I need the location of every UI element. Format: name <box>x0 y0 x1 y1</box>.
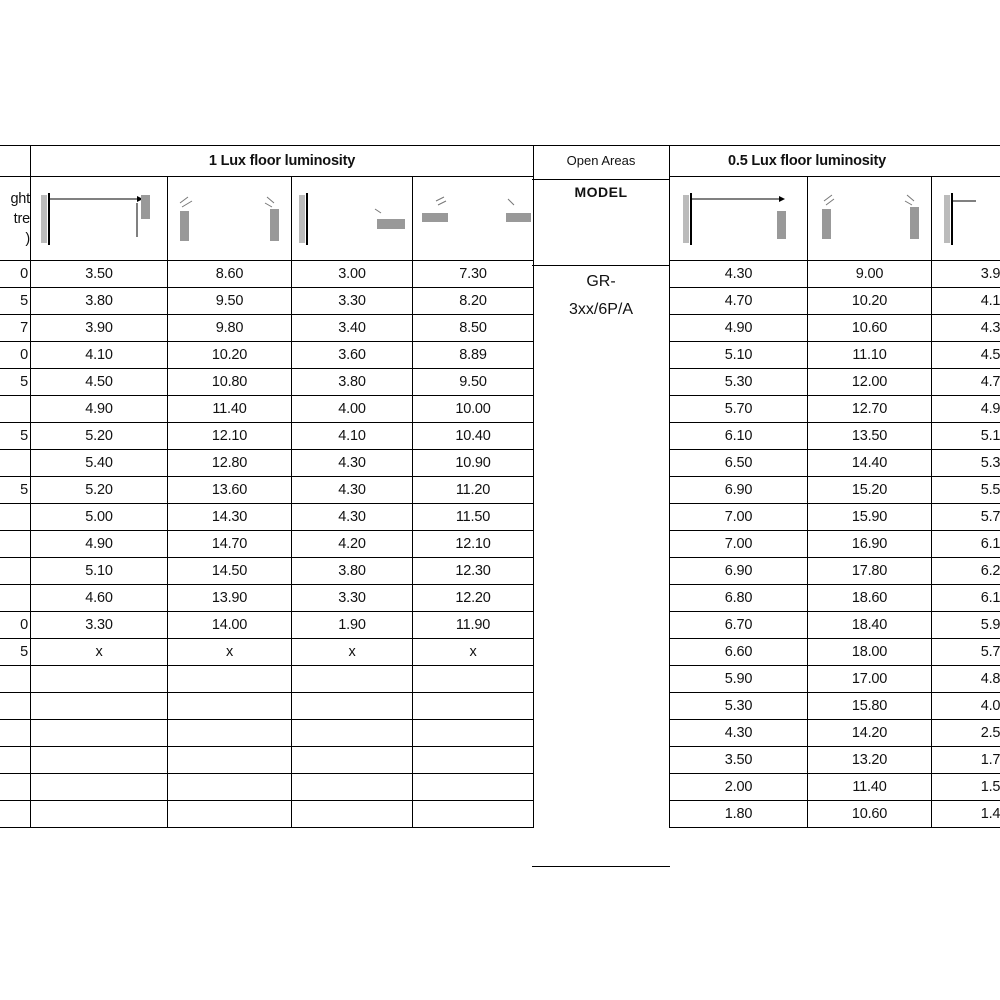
table-row <box>0 261 534 288</box>
value-cell: x <box>292 639 413 666</box>
table-row <box>0 774 534 801</box>
height-cell: 0 <box>0 261 31 288</box>
table-row <box>670 693 1000 720</box>
value-cell: 10.60 <box>808 801 932 828</box>
value-cell <box>413 693 534 720</box>
height-cell <box>0 585 31 612</box>
value-cell <box>292 720 413 747</box>
model-code: GR- 3xx/6P/A <box>568 273 634 318</box>
table-row <box>670 504 1000 531</box>
value-cell: 11.50 <box>413 504 534 531</box>
value-cell: 6.50 <box>670 450 808 477</box>
value-cell: 11.20 <box>413 477 534 504</box>
value-cell: 4.90 <box>31 396 168 423</box>
value-cell <box>292 666 413 693</box>
value-cell: 13.50 <box>808 423 932 450</box>
wall-mount-floor-fixture-icon <box>292 177 413 261</box>
value-cell: 5.30 <box>670 369 808 396</box>
height-cell <box>0 450 31 477</box>
value-cell: 8.60 <box>168 261 292 288</box>
table-row <box>670 396 1000 423</box>
value-cell: 1.90 <box>292 612 413 639</box>
value-cell: 10.00 <box>413 396 534 423</box>
value-cell: 3.50 <box>670 747 808 774</box>
height-cell <box>0 531 31 558</box>
ceiling-floor-fixture-icon <box>413 177 534 261</box>
table-row <box>0 288 534 315</box>
value-cell: 17.00 <box>808 666 932 693</box>
value-cell: 3.40 <box>292 315 413 342</box>
table-row <box>670 423 1000 450</box>
wall-mount-horizontal-distance-icon <box>670 177 808 261</box>
value-cell: 6.90 <box>670 477 808 504</box>
value-cell: 13.60 <box>168 477 292 504</box>
model-column <box>532 145 670 867</box>
value-cell: 10.20 <box>168 342 292 369</box>
table-row <box>0 369 534 396</box>
table-row <box>670 288 1000 315</box>
value-cell: 6.90 <box>670 558 808 585</box>
value-cell: 5.1 <box>932 423 1000 450</box>
table-row <box>0 423 534 450</box>
height-cell: 5 <box>0 639 31 666</box>
value-cell: 4.10 <box>292 423 413 450</box>
value-cell: 4.30 <box>292 504 413 531</box>
height-cell: 0 <box>0 342 31 369</box>
value-cell <box>413 747 534 774</box>
value-cell: 6.1 <box>932 531 1000 558</box>
value-cell <box>168 720 292 747</box>
value-cell: 6.2 <box>932 558 1000 585</box>
value-cell: 5.00 <box>31 504 168 531</box>
one-lux-title: 1 Lux floor luminosity <box>31 146 534 177</box>
table-row <box>670 369 1000 396</box>
half-lux-title: 0.5 Lux floor luminosity <box>670 146 1000 177</box>
value-cell: 14.20 <box>808 720 932 747</box>
value-cell: 15.80 <box>808 693 932 720</box>
open-areas-label: Open Areas <box>532 146 670 180</box>
value-cell: 12.00 <box>808 369 932 396</box>
height-cell: 5 <box>0 477 31 504</box>
value-cell <box>413 720 534 747</box>
value-cell: 1.4 <box>932 801 1000 828</box>
table-row <box>670 612 1000 639</box>
value-cell: 14.70 <box>168 531 292 558</box>
value-cell: 4.1 <box>932 288 1000 315</box>
table-row <box>670 720 1000 747</box>
value-cell <box>31 666 168 693</box>
table-row <box>670 450 1000 477</box>
value-cell: 4.20 <box>292 531 413 558</box>
value-cell: 1.7 <box>932 747 1000 774</box>
value-cell: 12.10 <box>413 531 534 558</box>
value-cell: 17.80 <box>808 558 932 585</box>
value-cell: 3.90 <box>31 315 168 342</box>
value-cell: 8.50 <box>413 315 534 342</box>
table-row <box>0 693 534 720</box>
value-cell: 3.80 <box>292 369 413 396</box>
wall-mount-horizontal-distance-icon <box>31 177 168 261</box>
value-cell: 9.50 <box>168 288 292 315</box>
table-row <box>0 396 534 423</box>
value-cell: 14.40 <box>808 450 932 477</box>
value-cell <box>168 747 292 774</box>
value-cell: 9.50 <box>413 369 534 396</box>
height-cell: 5 <box>0 369 31 396</box>
table-row <box>0 585 534 612</box>
table-row <box>0 720 534 747</box>
value-cell: 3.50 <box>31 261 168 288</box>
value-cell: 8.20 <box>413 288 534 315</box>
value-cell: 5.20 <box>31 477 168 504</box>
value-cell: 3.30 <box>31 612 168 639</box>
height-cell: 5 <box>0 423 31 450</box>
value-cell <box>292 747 413 774</box>
value-cell: 4.10 <box>31 342 168 369</box>
value-cell: 3.9 <box>932 261 1000 288</box>
value-cell: 14.00 <box>168 612 292 639</box>
value-cell <box>31 774 168 801</box>
value-cell: 14.50 <box>168 558 292 585</box>
value-cell: 12.10 <box>168 423 292 450</box>
value-cell: 3.60 <box>292 342 413 369</box>
value-cell: 4.5 <box>932 342 1000 369</box>
ceiling-fixture-pair-icon <box>168 177 292 261</box>
value-cell: 4.30 <box>670 720 808 747</box>
value-cell: 13.20 <box>808 747 932 774</box>
table-row <box>0 639 534 666</box>
value-cell: 7.30 <box>413 261 534 288</box>
height-cell: 5 <box>0 288 31 315</box>
value-cell: 16.90 <box>808 531 932 558</box>
height-cell <box>0 693 31 720</box>
table-row <box>0 504 534 531</box>
value-cell: 10.20 <box>808 288 932 315</box>
value-cell: 5.70 <box>670 396 808 423</box>
value-cell: 5.10 <box>670 342 808 369</box>
table-row <box>0 531 534 558</box>
table-row <box>670 342 1000 369</box>
model-label: MODEL <box>532 180 670 266</box>
mounting-height-label: ght tre ) <box>0 177 31 261</box>
value-cell <box>413 774 534 801</box>
table-row <box>0 450 534 477</box>
value-cell: 5.5 <box>932 477 1000 504</box>
height-cell <box>0 801 31 828</box>
value-cell <box>168 666 292 693</box>
value-cell: 12.70 <box>808 396 932 423</box>
table-row <box>670 801 1000 828</box>
height-cell <box>0 720 31 747</box>
value-cell: 3.80 <box>31 288 168 315</box>
table-row <box>670 315 1000 342</box>
value-cell: 7.00 <box>670 504 808 531</box>
value-cell <box>292 801 413 828</box>
value-cell <box>31 801 168 828</box>
value-cell <box>168 693 292 720</box>
value-cell: 4.7 <box>932 369 1000 396</box>
height-cell <box>0 504 31 531</box>
height-cell <box>0 747 31 774</box>
value-cell: 2.5 <box>932 720 1000 747</box>
value-cell <box>31 693 168 720</box>
value-cell: 5.3 <box>932 450 1000 477</box>
value-cell <box>31 747 168 774</box>
value-cell: 4.8 <box>932 666 1000 693</box>
table-row <box>670 666 1000 693</box>
value-cell: 11.10 <box>808 342 932 369</box>
value-cell: 18.40 <box>808 612 932 639</box>
value-cell: 4.90 <box>670 315 808 342</box>
value-cell: 4.30 <box>670 261 808 288</box>
value-cell: 10.60 <box>808 315 932 342</box>
value-cell <box>292 774 413 801</box>
value-cell: x <box>413 639 534 666</box>
corner-cell <box>0 146 31 177</box>
table-row <box>0 801 534 828</box>
value-cell <box>168 801 292 828</box>
value-cell: 15.90 <box>808 504 932 531</box>
value-cell: 9.80 <box>168 315 292 342</box>
value-cell: 3.30 <box>292 585 413 612</box>
value-cell: 4.0 <box>932 693 1000 720</box>
value-cell: 10.90 <box>413 450 534 477</box>
table-row <box>0 666 534 693</box>
value-cell: 4.30 <box>292 477 413 504</box>
table-row <box>670 261 1000 288</box>
table-row <box>670 585 1000 612</box>
value-cell: 5.30 <box>670 693 808 720</box>
height-cell: 7 <box>0 315 31 342</box>
wall-mount-arrow-icon <box>932 177 1000 261</box>
value-cell: 5.7 <box>932 639 1000 666</box>
value-cell <box>31 720 168 747</box>
table-row <box>0 477 534 504</box>
value-cell: 5.20 <box>31 423 168 450</box>
height-cell <box>0 558 31 585</box>
value-cell: 7.00 <box>670 531 808 558</box>
value-cell: 6.80 <box>670 585 808 612</box>
value-cell: 13.90 <box>168 585 292 612</box>
value-cell: 12.30 <box>413 558 534 585</box>
height-cell <box>0 666 31 693</box>
height-cell <box>0 396 31 423</box>
one-lux-table <box>0 145 534 828</box>
value-cell: 14.30 <box>168 504 292 531</box>
table-row <box>0 747 534 774</box>
value-cell: 5.10 <box>31 558 168 585</box>
value-cell: 9.00 <box>808 261 932 288</box>
value-cell: 12.80 <box>168 450 292 477</box>
table-row <box>670 531 1000 558</box>
value-cell: 8.89 <box>413 342 534 369</box>
value-cell: 11.40 <box>168 396 292 423</box>
value-cell: 5.7 <box>932 504 1000 531</box>
value-cell: 3.30 <box>292 288 413 315</box>
value-cell: 4.3 <box>932 315 1000 342</box>
table-row <box>670 558 1000 585</box>
value-cell <box>292 693 413 720</box>
value-cell: 5.40 <box>31 450 168 477</box>
value-cell: 15.20 <box>808 477 932 504</box>
height-cell: 0 <box>0 612 31 639</box>
table-row <box>670 747 1000 774</box>
table-row <box>0 612 534 639</box>
value-cell: 11.90 <box>413 612 534 639</box>
table-row <box>670 477 1000 504</box>
value-cell: 1.80 <box>670 801 808 828</box>
value-cell: 4.9 <box>932 396 1000 423</box>
value-cell: 11.40 <box>808 774 932 801</box>
value-cell: 12.20 <box>413 585 534 612</box>
value-cell: 4.60 <box>31 585 168 612</box>
value-cell: 3.00 <box>292 261 413 288</box>
value-cell <box>413 801 534 828</box>
value-cell: 5.9 <box>932 612 1000 639</box>
ceiling-fixture-pair-icon <box>808 177 932 261</box>
value-cell: 4.50 <box>31 369 168 396</box>
value-cell <box>168 774 292 801</box>
table-row <box>0 342 534 369</box>
value-cell: 6.70 <box>670 612 808 639</box>
value-cell: 6.1 <box>932 585 1000 612</box>
table-row <box>0 315 534 342</box>
table-row <box>670 774 1000 801</box>
value-cell: 18.00 <box>808 639 932 666</box>
value-cell: x <box>168 639 292 666</box>
value-cell <box>413 666 534 693</box>
value-cell: 10.40 <box>413 423 534 450</box>
value-cell: 5.90 <box>670 666 808 693</box>
value-cell: 10.80 <box>168 369 292 396</box>
value-cell: 3.80 <box>292 558 413 585</box>
value-cell: 4.90 <box>31 531 168 558</box>
value-cell: 1.5 <box>932 774 1000 801</box>
value-cell: 2.00 <box>670 774 808 801</box>
value-cell: 6.60 <box>670 639 808 666</box>
value-cell: 18.60 <box>808 585 932 612</box>
value-cell: 6.10 <box>670 423 808 450</box>
value-cell: 4.30 <box>292 450 413 477</box>
table-row <box>670 639 1000 666</box>
half-lux-table <box>669 145 1000 828</box>
value-cell: 4.70 <box>670 288 808 315</box>
value-cell: 4.00 <box>292 396 413 423</box>
height-cell <box>0 774 31 801</box>
value-cell: x <box>31 639 168 666</box>
table-row <box>0 558 534 585</box>
